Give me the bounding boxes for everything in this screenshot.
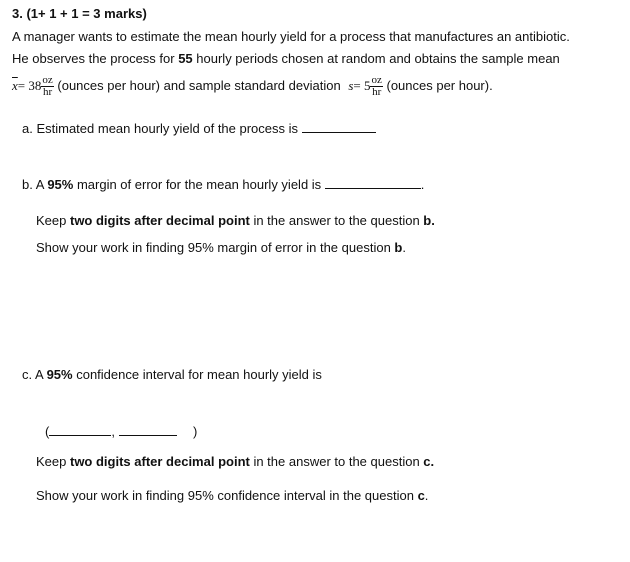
confidence-interval-answer bbox=[45, 423, 197, 439]
question-header: 3. (1+ 1 + 1 = 3 marks) bbox=[12, 6, 147, 21]
part-c-note-2 bbox=[36, 488, 428, 503]
part-c-confidence: 95% bbox=[46, 367, 73, 382]
note-text: Keep bbox=[36, 213, 70, 228]
line2-prefix: He observes the process for bbox=[12, 51, 179, 66]
part-b-note-1 bbox=[36, 213, 435, 228]
part-c-note-1 bbox=[36, 454, 434, 469]
part-b-text: margin of error for the mean hourly yield is bbox=[73, 177, 322, 192]
close-paren: ) bbox=[192, 424, 198, 439]
unit-numerator: oz bbox=[371, 74, 382, 87]
unit-denominator: hr bbox=[42, 86, 53, 99]
note-period: . bbox=[402, 240, 406, 255]
question-line-3 bbox=[12, 72, 493, 100]
mean-unit-fraction bbox=[41, 75, 53, 98]
part-c bbox=[22, 367, 322, 382]
interval-comma: , bbox=[111, 424, 115, 439]
xbar-symbol: $\overline{x}$ bbox=[12, 78, 18, 93]
unit-denominator: hr bbox=[372, 86, 382, 99]
lower-bound-blank[interactable] bbox=[49, 423, 111, 436]
note-text: Keep bbox=[36, 454, 70, 469]
unit-numerator: oz bbox=[42, 74, 53, 87]
s-value: = 5 bbox=[353, 78, 371, 93]
part-c-text: confidence interval for mean hourly yield is bbox=[72, 367, 322, 382]
part-b-answer-blank[interactable] bbox=[325, 176, 421, 189]
note-text: in the answer to the question bbox=[249, 213, 424, 228]
note-emphasis: two digits after decimal point bbox=[69, 213, 250, 228]
open-paren: ( bbox=[45, 424, 50, 439]
part-c-prefix: c. A bbox=[22, 367, 47, 382]
note-text: Show your work in finding 95% margin of error in the question bbox=[36, 240, 395, 255]
question-line-1: A manager wants to estimate the mean hourly yield for a process that manufactures an antibiotic. bbox=[12, 29, 570, 44]
part-a bbox=[22, 120, 376, 136]
part-b bbox=[22, 176, 424, 192]
upper-bound-blank[interactable] bbox=[119, 423, 177, 436]
note-question-letter: c bbox=[417, 488, 425, 503]
sample-size: 55 bbox=[178, 51, 193, 66]
part-b-confidence: 95% bbox=[47, 177, 74, 192]
question-line-2 bbox=[12, 51, 560, 66]
units-text-1: (ounces per hour) and sample standard deviation bbox=[57, 78, 341, 93]
sd-unit-fraction bbox=[370, 75, 382, 98]
note-text: Show your work in finding 95% confidence interval in the question bbox=[36, 488, 418, 503]
part-a-answer-blank[interactable] bbox=[302, 120, 376, 133]
line2-suffix: hourly periods chosen at random and obtains the sample mean bbox=[192, 51, 560, 66]
note-question-letter: b bbox=[394, 240, 403, 255]
part-a-text: a. Estimated mean hourly yield of the process is bbox=[22, 121, 299, 136]
note-text: in the answer to the question bbox=[249, 454, 424, 469]
note-question-letter: b. bbox=[423, 213, 435, 228]
units-text-2: (ounces per hour). bbox=[386, 78, 493, 93]
note-period: . bbox=[424, 488, 429, 503]
s-symbol: s bbox=[348, 78, 354, 93]
part-b-period: . bbox=[420, 177, 425, 192]
part-b-prefix: b. A bbox=[22, 177, 48, 192]
note-question-letter: c. bbox=[423, 454, 435, 469]
note-emphasis: two digits after decimal point bbox=[69, 454, 250, 469]
xbar-value: = 38 bbox=[17, 78, 42, 93]
part-b-note-2 bbox=[36, 240, 406, 255]
